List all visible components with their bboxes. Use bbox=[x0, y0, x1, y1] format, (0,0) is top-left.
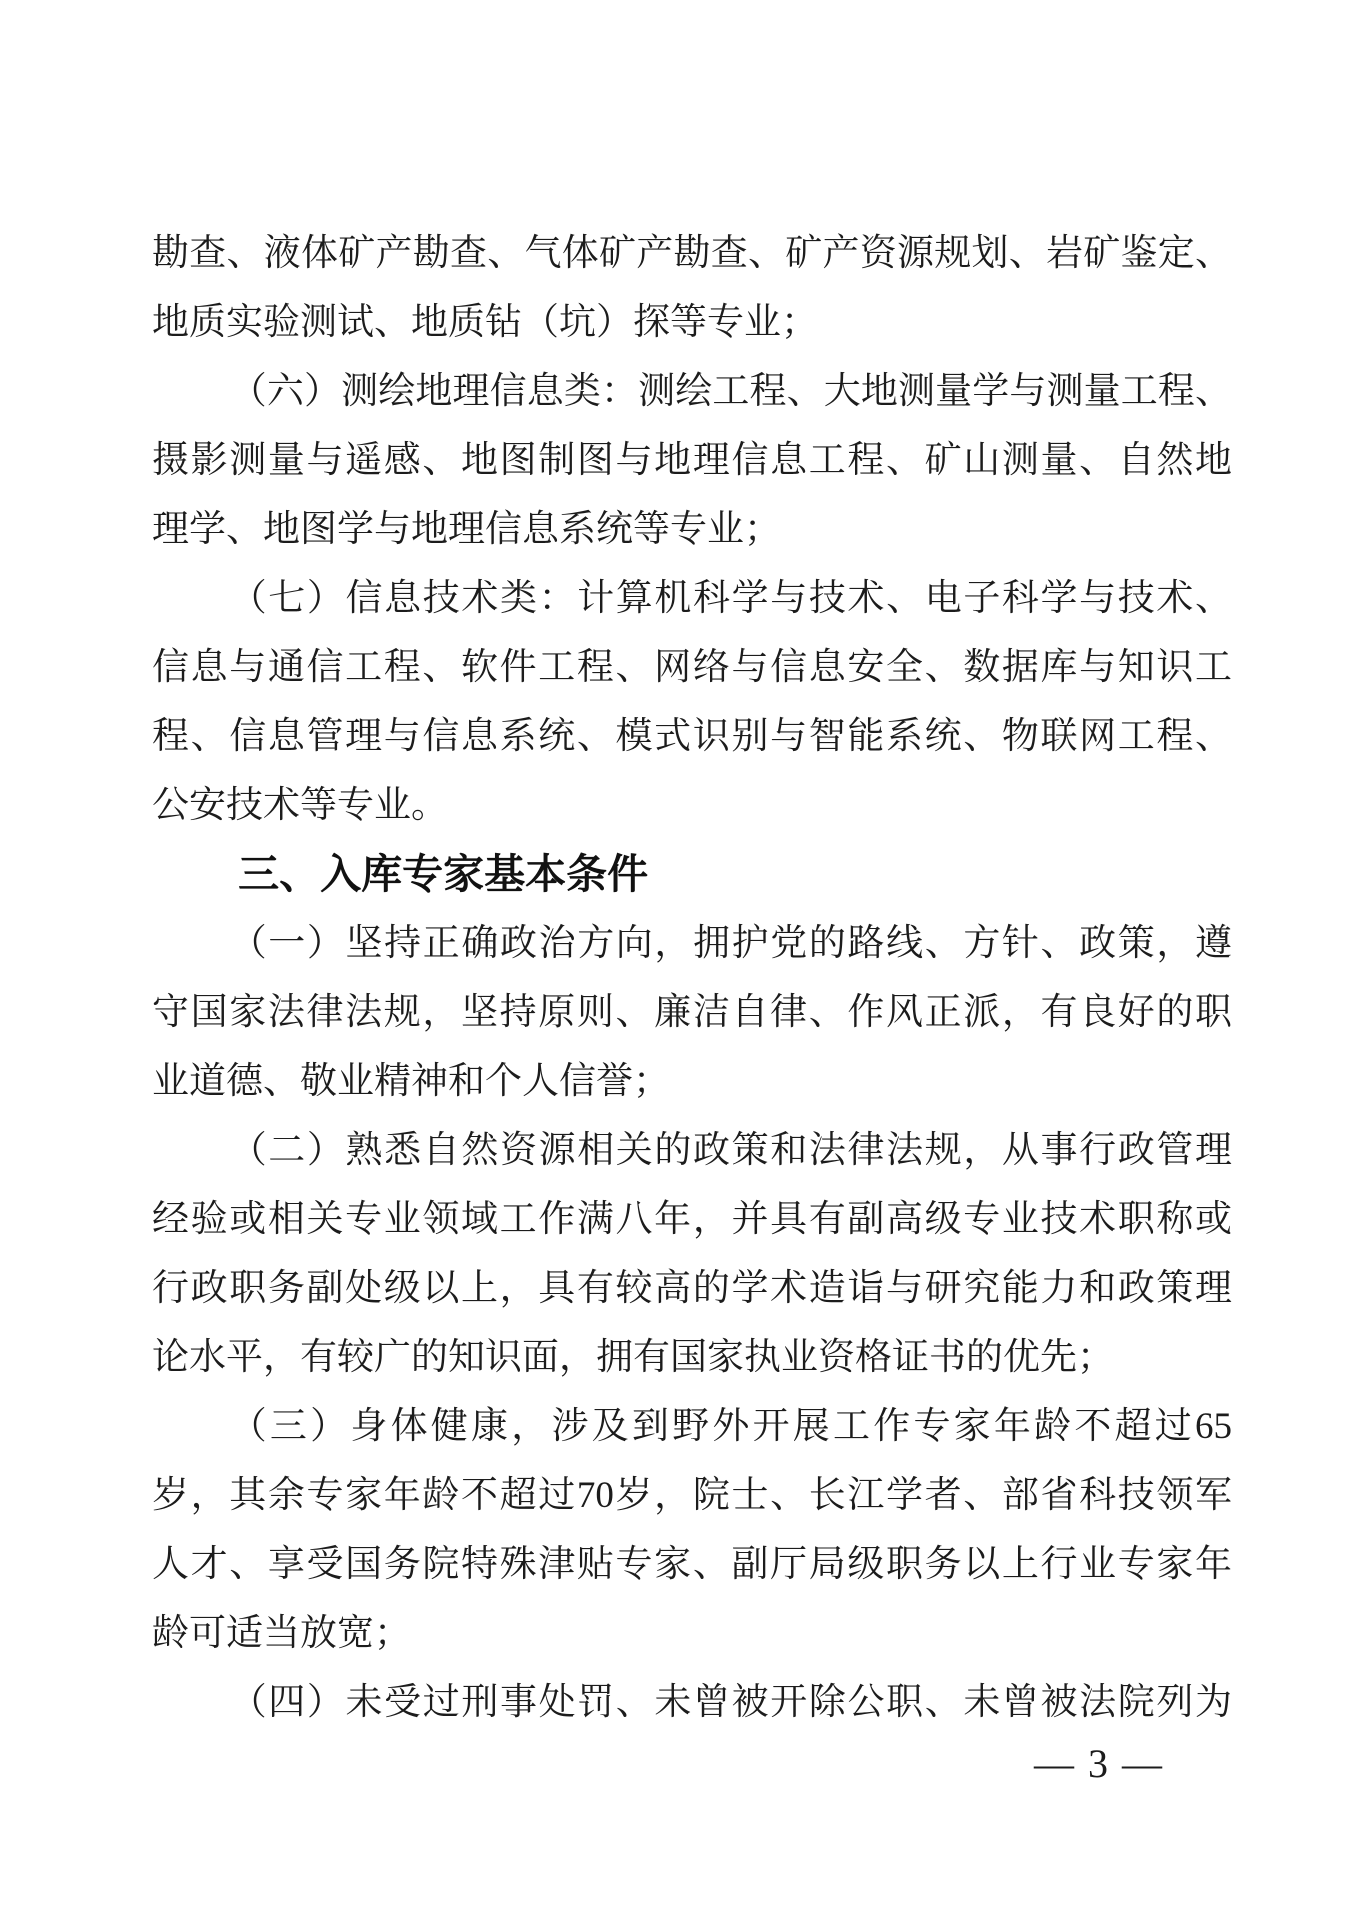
body-line: 人才、享受国务院特殊津贴专家、副厅局级职务以上行业专家年 bbox=[152, 1544, 1232, 1585]
body-line: （七）信息技术类：计算机科学与技术、电子科学与技术、 bbox=[229, 578, 1232, 619]
body-line: 信息与通信工程、软件工程、网络与信息安全、数据库与知识工 bbox=[152, 647, 1232, 688]
body-line: （一）坚持正确政治方向，拥护党的路线、方针、政策，遵 bbox=[229, 923, 1232, 964]
body-line: 勘查、液体矿产勘查、气体矿产勘查、矿产资源规划、岩矿鉴定、 bbox=[152, 233, 1232, 274]
document-body bbox=[152, 219, 1232, 1737]
body-line: 业道德、敬业精神和个人信誉； bbox=[152, 1061, 670, 1102]
page-footer bbox=[152, 1734, 1232, 1794]
body-line: （二）熟悉自然资源相关的政策和法律法规，从事行政管理 bbox=[229, 1130, 1232, 1171]
body-line: 岁，其余专家年龄不超过70岁，院士、长江学者、部省科技领军 bbox=[152, 1475, 1232, 1516]
body-line: 理学、地图学与地理信息系统等专业； bbox=[152, 509, 781, 550]
body-line: 论水平，有较广的知识面，拥有国家执业资格证书的优先； bbox=[152, 1337, 1114, 1378]
body-line: 程、信息管理与信息系统、模式识别与智能系统、物联网工程、 bbox=[152, 716, 1232, 757]
page-number: — 3 — bbox=[1034, 1741, 1164, 1786]
body-line: 行政职务副处级以上，具有较高的学术造诣与研究能力和政策理 bbox=[152, 1268, 1232, 1309]
section-heading: 三、入库专家基本条件 bbox=[238, 851, 649, 897]
body-line: 地质实验测试、地质钻（坑）探等专业； bbox=[152, 302, 818, 343]
body-line: 公安技术等专业。 bbox=[152, 785, 448, 826]
body-line: 龄可适当放宽； bbox=[152, 1613, 411, 1654]
body-line: 经验或相关专业领域工作满八年，并具有副高级专业技术职称或 bbox=[152, 1199, 1232, 1240]
body-line: 守国家法律法规，坚持原则、廉洁自律、作风正派，有良好的职 bbox=[152, 992, 1232, 1033]
body-line: （三）身体健康，涉及到野外开展工作专家年龄不超过65 bbox=[229, 1406, 1232, 1447]
body-line: （四）未受过刑事处罚、未曾被开除公职、未曾被法院列为 bbox=[229, 1682, 1232, 1723]
body-line: 摄影测量与遥感、地图制图与地理信息工程、矿山测量、自然地 bbox=[152, 440, 1232, 481]
body-line: （六）测绘地理信息类：测绘工程、大地测量学与测量工程、 bbox=[229, 371, 1232, 412]
